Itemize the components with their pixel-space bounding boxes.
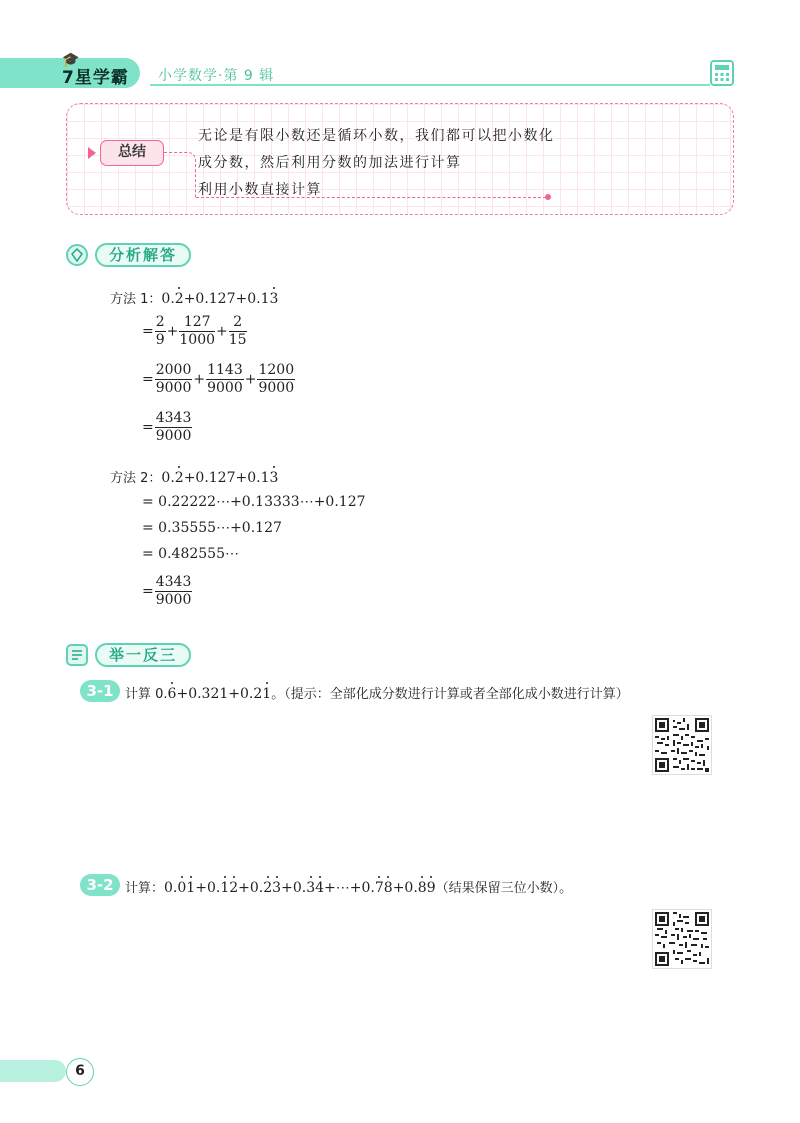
- method1-step2: = $\frac{2000}{9000}$ + $\frac{1143}{9000}$ + $\frac{1200}{9000}$: [142, 362, 295, 396]
- method2-step1: = 0.22222⋯+0.13333⋯+0.127: [142, 494, 366, 510]
- page-number: 6: [66, 1058, 94, 1086]
- method2-result: = $\frac{4343}{9000}$: [142, 574, 192, 608]
- graduation-cap-icon: 🎓: [62, 52, 80, 68]
- method2-line: 方法 2：0.2+0.127+0.13: [110, 470, 279, 486]
- summary-line-1: 无论是有限小数还是循环小数，我们都可以把小数化: [198, 128, 555, 144]
- exercise-badge: 3-2: [80, 874, 120, 896]
- summary-line-3: 利用小数直接计算: [198, 182, 322, 198]
- exercise-badge: 3-1: [80, 680, 120, 702]
- summary-line-2: 成分数，然后利用分数的加法进行计算: [198, 155, 462, 171]
- method2-step3: = 0.482555⋯: [142, 546, 239, 562]
- lightbulb-icon: [66, 244, 88, 266]
- exercise-3-1-text: 计算 0.6+0.321+0.21。（提示：全部化成分数进行计算或者全部化成小数进行计算）: [125, 686, 629, 702]
- qr-code[interactable]: [652, 715, 712, 775]
- footer-bar: [0, 1060, 66, 1082]
- series-title: 小学数学·第 9 辑: [158, 68, 275, 84]
- calculator-icon: [710, 60, 734, 86]
- summary-tag: 总结: [100, 140, 164, 166]
- method1-step1: = $\frac{2}{9}$ + $\frac{127}{1000}$ + $\frac{2}{15}$: [142, 314, 247, 348]
- practice-title: 举一反三: [95, 643, 191, 667]
- method1-result: = $\frac{4343}{9000}$: [142, 410, 192, 444]
- summary-connector: [164, 152, 196, 198]
- notebook-icon: [66, 644, 88, 666]
- qr-code[interactable]: [652, 909, 712, 969]
- arrow-right-icon: [88, 147, 96, 159]
- method1-line: 方法 1：0.2+0.127+0.13: [110, 291, 279, 307]
- analysis-title: 分析解答: [95, 243, 191, 267]
- method2-step2: = 0.35555⋯+0.127: [142, 520, 282, 536]
- brand-title: 7星学霸: [62, 68, 129, 88]
- summary-dot: [545, 194, 551, 200]
- exercise-3-2-text: 计算：0.01+0.12+0.23+0.34+⋯+0.78+0.89（结果保留三位小数）。: [125, 880, 573, 896]
- header-rule: [150, 84, 710, 86]
